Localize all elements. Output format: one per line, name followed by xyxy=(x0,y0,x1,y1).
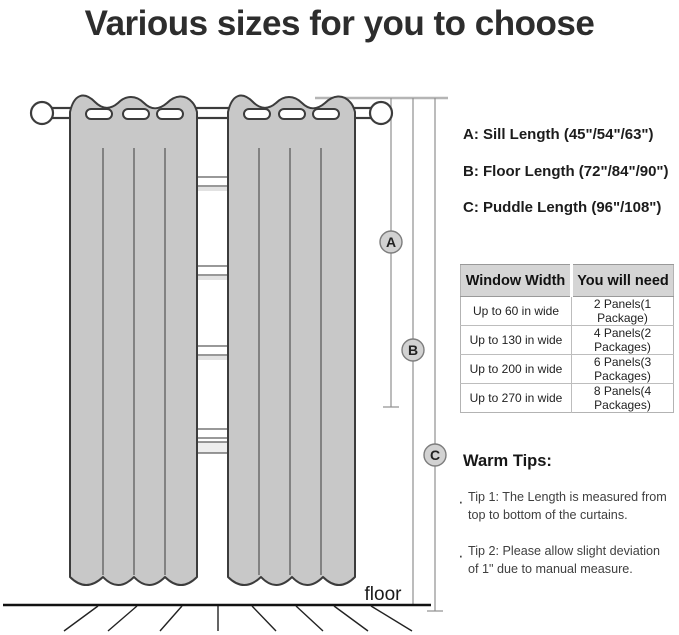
table-header-row xyxy=(461,265,674,297)
left-curtain-panel xyxy=(70,96,197,585)
floor-label: floor xyxy=(364,584,402,605)
table-header-window-width: Window Width xyxy=(461,265,572,297)
panels-needed-cell: 6 Panels(3 Packages) xyxy=(572,355,674,384)
table-row xyxy=(461,355,674,384)
right-panel-grommets xyxy=(244,109,339,119)
marker-a-label: A xyxy=(385,234,397,250)
window-width-cell: Up to 60 in wide xyxy=(461,297,572,326)
rod-finial-left xyxy=(31,102,53,124)
tip-text: Tip 2: Please allow slight deviation of 1" due to manual measure. xyxy=(468,544,661,576)
table-row xyxy=(461,297,674,326)
window-width-cell: Up to 270 in wide xyxy=(461,384,572,413)
window-frame xyxy=(196,177,229,453)
rod-bar-center xyxy=(195,108,230,118)
tip-bullet: · xyxy=(458,492,464,511)
right-curtain-panel xyxy=(228,96,355,585)
tip-item-1 xyxy=(458,489,672,525)
table-row xyxy=(461,326,674,355)
tip-text: Tip 1: The Length is measured from top to bottom of the curtains. xyxy=(468,490,667,522)
table-row xyxy=(461,384,674,413)
length-option-sill: A: Sill Length (45"/54"/63") xyxy=(463,126,654,143)
panels-needed-cell: 4 Panels(2 Packages) xyxy=(572,326,674,355)
panels-needed-cell: 2 Panels(1 Package) xyxy=(572,297,674,326)
page-title: Various sizes for you to choose xyxy=(84,4,595,43)
panel-quantity-table xyxy=(460,264,674,413)
length-option-puddle: C: Puddle Length (96"/108") xyxy=(463,199,662,216)
rod-finial-right xyxy=(370,102,392,124)
length-option-floor: B: Floor Length (72"/84"/90") xyxy=(463,163,669,180)
table-header-you-will-need: You will need xyxy=(572,265,674,297)
panels-needed-cell: 8 Panels(4 Packages) xyxy=(572,384,674,413)
floor-hatching xyxy=(64,606,412,631)
window-width-cell: Up to 200 in wide xyxy=(461,355,572,384)
tip-bullet: · xyxy=(458,546,464,565)
marker-b-label: B xyxy=(407,342,419,358)
tip-item-2 xyxy=(458,543,672,579)
window-width-cell: Up to 130 in wide xyxy=(461,326,572,355)
warm-tips-heading: Warm Tips: xyxy=(463,452,552,470)
left-panel-grommets xyxy=(86,109,183,119)
curtain-size-diagram xyxy=(0,85,455,635)
marker-c-label: C xyxy=(429,447,441,463)
